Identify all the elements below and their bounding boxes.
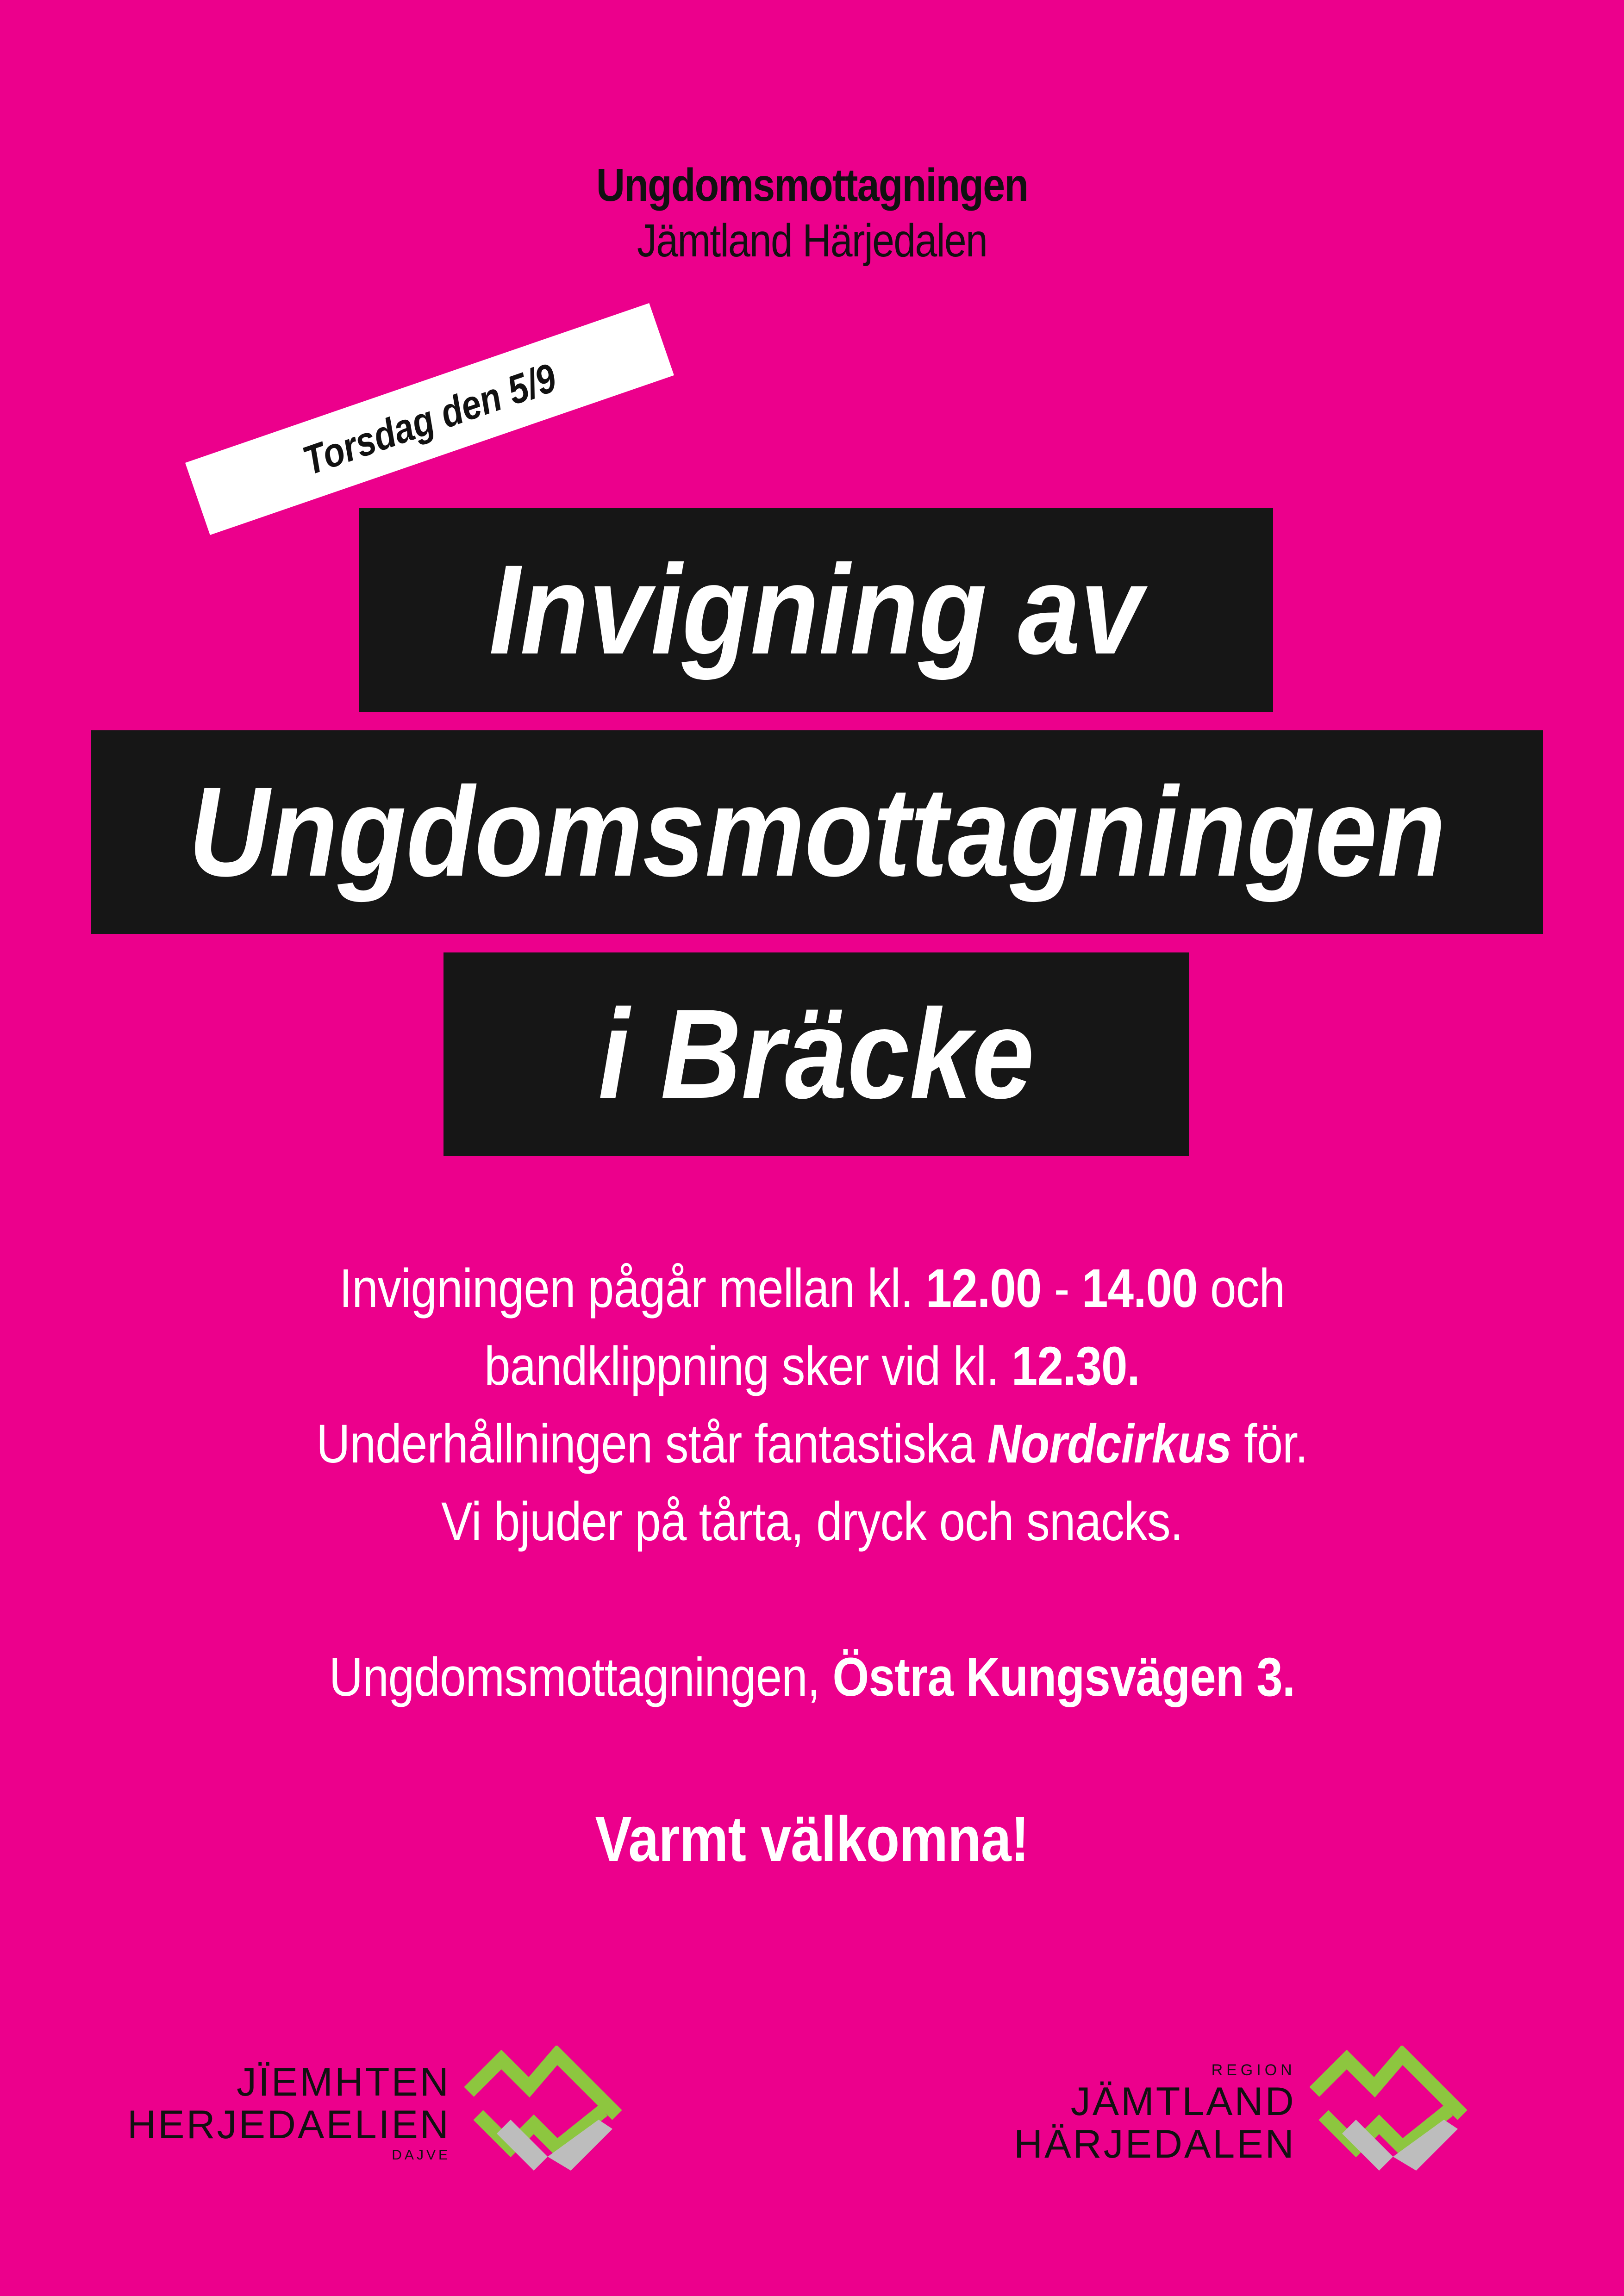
logo-sami-text <box>127 2061 450 2165</box>
address-street: Östra Kungsvägen 3. <box>832 1647 1295 1708</box>
info-line-4: Vi bjuder på tårta, dryck och snacks. <box>441 1491 1183 1552</box>
info-text: och <box>1197 1258 1285 1319</box>
region-mountain-icon <box>464 2046 626 2180</box>
logo-region-line1: JÄMTLAND <box>1070 2079 1296 2124</box>
date-tag <box>185 303 674 535</box>
logo-sami-line1: JÏEMHTEN <box>236 2060 450 2104</box>
performer-name: Nordcirkus <box>987 1413 1231 1475</box>
welcome-line: Varmt välkomna! <box>595 1804 1029 1875</box>
org-region: Jämtland Härjedalen <box>637 215 987 267</box>
title-line-1 <box>359 508 1273 712</box>
logo-sami-line2: HERJEDAELIEN <box>127 2103 450 2147</box>
ribbon-time: 12.30. <box>1011 1336 1140 1397</box>
address <box>0 1638 1624 1716</box>
org-name: Ungdomsmottagningen <box>596 159 1028 211</box>
end-time: 14.00 <box>1082 1258 1198 1319</box>
info-line-2 <box>114 1327 1511 1405</box>
title-line-2-text: Ungdomsmottagningen <box>188 761 1446 903</box>
logo-region <box>1014 2046 1472 2180</box>
welcome-text <box>0 1800 1624 1878</box>
logo-region-prefix: REGION <box>1211 2061 1296 2079</box>
region-mountain-icon <box>1310 2046 1472 2180</box>
logo-region-text <box>1014 2060 1296 2165</box>
start-time: 12.00 <box>925 1258 1042 1319</box>
title-line-2 <box>91 730 1543 934</box>
info-text: för. <box>1231 1413 1308 1475</box>
title-line-3 <box>443 952 1189 1156</box>
org-header <box>0 157 1624 268</box>
info-line-3 <box>114 1405 1511 1483</box>
title-line-3-text: i Bräcke <box>598 983 1034 1125</box>
title-line-1-text: Invigning av <box>489 539 1143 681</box>
date-tag-text: Torsdag den 5/9 <box>297 354 562 484</box>
logo-sami-line3: DAJVE <box>392 2147 450 2163</box>
logo-region-line2: HÄRJEDALEN <box>1014 2122 1296 2166</box>
logo-sami <box>127 2046 626 2180</box>
info-line-1 <box>114 1250 1511 1327</box>
event-info <box>0 1250 1624 1561</box>
info-text: Invigningen pågår mellan kl. <box>339 1258 926 1319</box>
address-prefix: Ungdomsmottagningen, <box>329 1647 833 1708</box>
info-text: Underhållningen står fantastiska <box>316 1413 987 1475</box>
info-text: bandklippning sker vid kl. <box>484 1336 1012 1397</box>
time-separator: - <box>1041 1258 1082 1319</box>
